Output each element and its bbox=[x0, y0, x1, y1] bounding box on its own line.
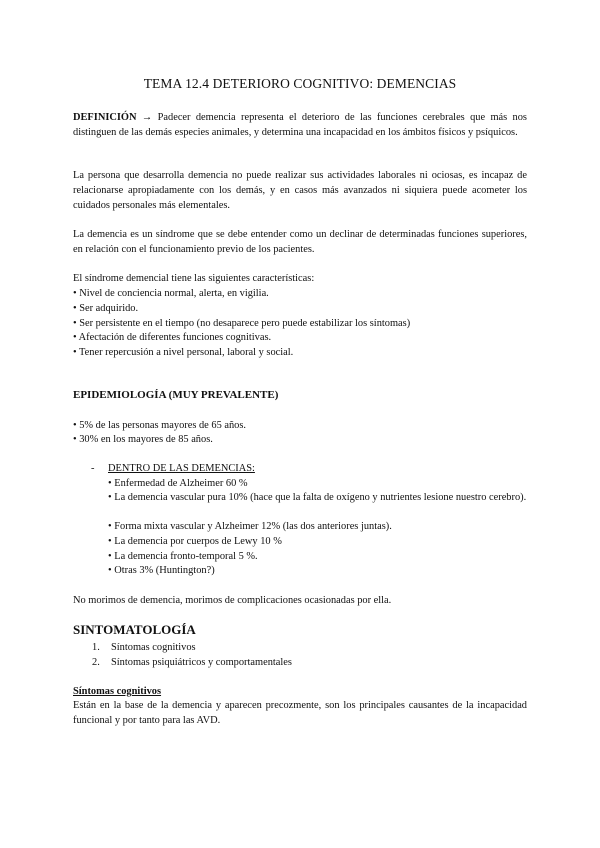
paragraph-persona: La persona que desarrolla demencia no puede realizar sus actividades laborales ni ociosas, es incapaz de relacionarse apropiadamente con los demás, y en casos más avanzados ni siquiera puede acometer los cuidados personales más elementales. bbox=[73, 170, 527, 211]
characteristics-intro: El síndrome demencial tiene las siguientes características: bbox=[73, 273, 315, 284]
cognitive-symptoms-text: Están en la base de la demencia y aparecen precozmente, son los principales causantes de la incapacidad funcional y por tanto para las AVD. bbox=[73, 700, 527, 726]
list-item: • La demencia vascular pura 10% (hace que la falta de oxígeno y nutrientes lesione nuestro cerebro). bbox=[108, 492, 527, 503]
list-item: • La demencia fronto-temporal 5 %. bbox=[108, 551, 258, 562]
list-item: Síntomas cognitivos bbox=[111, 642, 196, 653]
dash-bullet: - bbox=[91, 463, 95, 474]
definition-paragraph bbox=[73, 110, 527, 140]
list-item: • La demencia por cuerpos de Lewy 10 % bbox=[108, 536, 282, 547]
dementias-subheading: DENTRO DE LAS DEMENCIAS: bbox=[108, 463, 255, 474]
cognitive-symptoms-subheading: Síntomas cognitivos bbox=[73, 686, 162, 697]
list-item: • Ser adquirido. bbox=[73, 303, 139, 314]
list-item: Síntomas psiquiátricos y comportamentales bbox=[111, 657, 292, 668]
definition-text: Padecer demencia representa el deterioro de las funciones cerebrales que más nos distinguen de las demás especies animales, y determina una incapacidad en los ámbitos físicos y psíquicos. bbox=[73, 112, 527, 138]
symptomatology-heading: SINTOMATOLOGÍA bbox=[73, 622, 196, 637]
list-item: • Nivel de conciencia normal, alerta, en vigilia. bbox=[73, 288, 269, 299]
list-item: • 30% en los mayores de 85 años. bbox=[73, 434, 213, 445]
list-number: 1. bbox=[92, 642, 100, 653]
closing-sentence: No morimos de demencia, morimos de complicaciones ocasionadas por ella. bbox=[73, 595, 392, 606]
definition-label: DEFINICIÓN bbox=[73, 112, 137, 123]
list-item: • Ser persistente en el tiempo (no desaparece pero puede estabilizar los síntomas) bbox=[73, 318, 411, 329]
list-item: • Enfermedad de Alzheimer 60 % bbox=[108, 478, 248, 489]
page-title: TEMA 12.4 DETERIORO COGNITIVO: DEMENCIAS bbox=[143, 76, 457, 91]
list-item: • Afectación de diferentes funciones cognitivas. bbox=[73, 332, 272, 343]
list-number: 2. bbox=[92, 657, 100, 668]
epidemiology-heading: EPIDEMIOLOGÍA (MUY PREVALENTE) bbox=[73, 389, 279, 401]
list-item: • 5% de las personas mayores de 65 años. bbox=[73, 420, 247, 431]
list-item: • Otras 3% (Huntington?) bbox=[108, 565, 215, 576]
arrow-icon: → bbox=[141, 112, 153, 123]
paragraph-sindrome: La demencia es un síndrome que se debe entender como un declinar de determinadas funciones superiores, en relación con el funcionamiento previo de los pacientes. bbox=[73, 229, 527, 255]
list-item: • Tener repercusión a nivel personal, laboral y social. bbox=[73, 347, 294, 358]
list-item: • Forma mixta vascular y Alzheimer 12% (las dos anteriores juntas). bbox=[108, 521, 392, 532]
